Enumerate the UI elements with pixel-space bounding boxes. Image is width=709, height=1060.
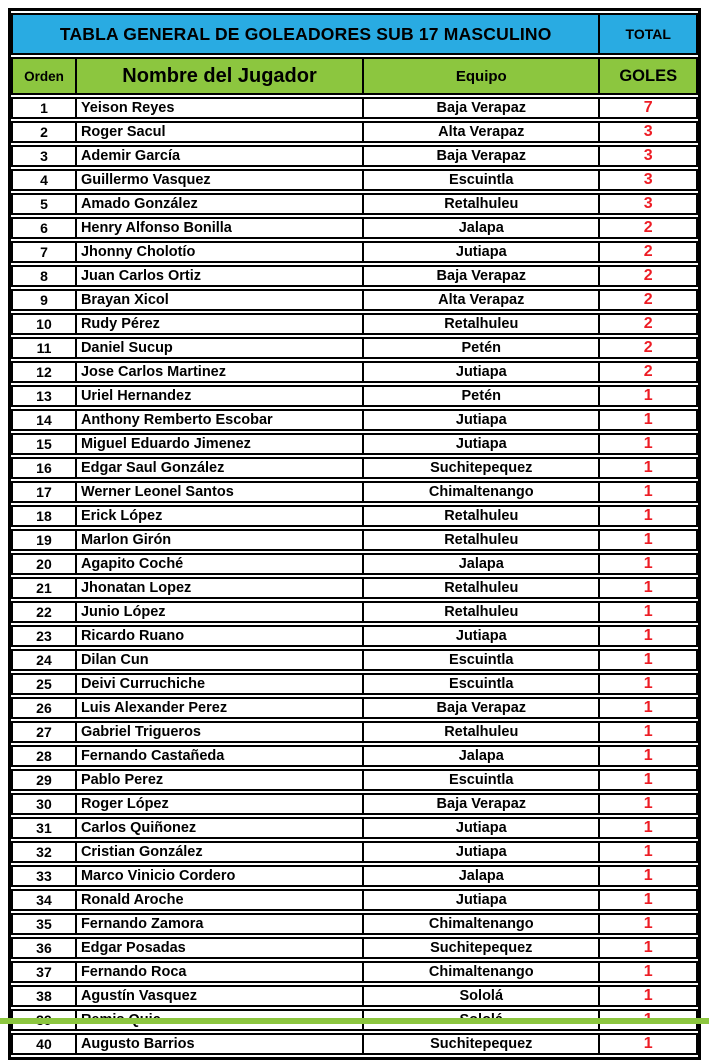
- player-name-cell: Fernando Castañeda: [77, 745, 364, 767]
- team-cell: Suchitepequez: [364, 457, 600, 479]
- rank-cell: 6: [11, 217, 77, 239]
- table-row: [11, 409, 698, 431]
- team-cell: Jalapa: [364, 745, 600, 767]
- team-cell: Alta Verapaz: [364, 121, 600, 143]
- rank-cell: 27: [11, 721, 77, 743]
- goals-cell: 1: [600, 817, 698, 839]
- goals-cell: 1: [600, 385, 698, 407]
- table-row: [11, 673, 698, 695]
- team-cell: Chimaltenango: [364, 961, 600, 983]
- team-cell: Jutiapa: [364, 889, 600, 911]
- goals-cell: 2: [600, 313, 698, 335]
- goals-cell: 1: [600, 985, 698, 1007]
- player-name-cell: Fernando Roca: [77, 961, 364, 983]
- goals-cell: 1: [600, 697, 698, 719]
- goals-cell: 3: [600, 145, 698, 167]
- column-header-team: Equipo: [364, 57, 600, 95]
- page-title: TABLA GENERAL DE GOLEADORES SUB 17 MASCULINO: [11, 13, 600, 55]
- rank-cell: 30: [11, 793, 77, 815]
- goals-cell: 1: [600, 409, 698, 431]
- player-name-cell: Edgar Saul González: [77, 457, 364, 479]
- team-cell: Escuintla: [364, 673, 600, 695]
- rank-cell: 15: [11, 433, 77, 455]
- player-name-cell: Roger Sacul: [77, 121, 364, 143]
- table-row: [11, 913, 698, 935]
- rank-cell: 10: [11, 313, 77, 335]
- goals-cell: 1: [600, 505, 698, 527]
- team-cell: Baja Verapaz: [364, 793, 600, 815]
- player-name-cell: Amado González: [77, 193, 364, 215]
- goals-cell: 3: [600, 121, 698, 143]
- team-cell: Chimaltenango: [364, 481, 600, 503]
- player-name-cell: Cristian González: [77, 841, 364, 863]
- table-row: [11, 169, 698, 191]
- rank-cell: 1: [11, 97, 77, 119]
- goals-cell: 1: [600, 553, 698, 575]
- team-cell: Jalapa: [364, 553, 600, 575]
- player-name-cell: Erick López: [77, 505, 364, 527]
- scorers-table: [8, 8, 701, 1060]
- goals-cell: 1: [600, 865, 698, 887]
- player-name-cell: Jose Carlos Martinez: [77, 361, 364, 383]
- team-cell: Jalapa: [364, 217, 600, 239]
- player-name-cell: Marlon Girón: [77, 529, 364, 551]
- table-row: [11, 361, 698, 383]
- player-name-cell: Uriel Hernandez: [77, 385, 364, 407]
- goals-cell: 1: [600, 649, 698, 671]
- goals-cell: 1: [600, 1033, 698, 1055]
- player-name-cell: Daniel Sucup: [77, 337, 364, 359]
- player-name-cell: Juan Carlos Ortiz: [77, 265, 364, 287]
- table-row: [11, 649, 698, 671]
- rank-cell: 18: [11, 505, 77, 527]
- goals-cell: 1: [600, 457, 698, 479]
- table-row: [11, 745, 698, 767]
- goals-cell: 2: [600, 337, 698, 359]
- player-name-cell: Anthony Remberto Escobar: [77, 409, 364, 431]
- goals-cell: 1: [600, 529, 698, 551]
- player-name-cell: Roger López: [77, 793, 364, 815]
- table-row: [11, 529, 698, 551]
- team-cell: Baja Verapaz: [364, 265, 600, 287]
- team-cell: Suchitepequez: [364, 937, 600, 959]
- team-cell: Retalhuleu: [364, 577, 600, 599]
- player-name-cell: Luis Alexander Perez: [77, 697, 364, 719]
- team-cell: Retalhuleu: [364, 505, 600, 527]
- team-cell: Escuintla: [364, 649, 600, 671]
- team-cell: Jutiapa: [364, 817, 600, 839]
- player-name-cell: Pablo Perez: [77, 769, 364, 791]
- table-row: [11, 625, 698, 647]
- table-row: [11, 457, 698, 479]
- table-row: [11, 121, 698, 143]
- goals-cell: 2: [600, 265, 698, 287]
- team-cell: Jutiapa: [364, 625, 600, 647]
- goals-cell: 1: [600, 841, 698, 863]
- goals-cell: 1: [600, 913, 698, 935]
- goals-cell: 1: [600, 625, 698, 647]
- goals-cell: 2: [600, 217, 698, 239]
- player-name-cell: Jhonny Cholotío: [77, 241, 364, 263]
- rank-cell: 21: [11, 577, 77, 599]
- rank-cell: 25: [11, 673, 77, 695]
- player-name-cell: Marco Vinicio Cordero: [77, 865, 364, 887]
- table-row: [11, 1033, 698, 1055]
- player-name-cell: Agapito Coché: [77, 553, 364, 575]
- team-cell: Retalhuleu: [364, 721, 600, 743]
- rank-cell: 22: [11, 601, 77, 623]
- goals-cell: 1: [600, 769, 698, 791]
- goals-cell: 2: [600, 361, 698, 383]
- goals-cell: 1: [600, 481, 698, 503]
- player-name-cell: Guillermo Vasquez: [77, 169, 364, 191]
- player-name-cell: Werner Leonel Santos: [77, 481, 364, 503]
- rank-cell: 13: [11, 385, 77, 407]
- rank-cell: 14: [11, 409, 77, 431]
- goals-cell: 1: [600, 601, 698, 623]
- table-row: [11, 433, 698, 455]
- rank-cell: 20: [11, 553, 77, 575]
- player-name-cell: Carlos Quiñonez: [77, 817, 364, 839]
- table-row: [11, 505, 698, 527]
- goals-cell: 3: [600, 193, 698, 215]
- table-row: [11, 601, 698, 623]
- table-row: [11, 553, 698, 575]
- table-row: [11, 385, 698, 407]
- rank-cell: 11: [11, 337, 77, 359]
- player-name-cell: Deivi Curruchiche: [77, 673, 364, 695]
- table-row: [11, 481, 698, 503]
- table-row: [11, 841, 698, 863]
- rank-cell: 38: [11, 985, 77, 1007]
- player-name-cell: Ademir García: [77, 145, 364, 167]
- rank-cell: 34: [11, 889, 77, 911]
- table-row: [11, 985, 698, 1007]
- team-cell: Chimaltenango: [364, 913, 600, 935]
- rank-cell: 17: [11, 481, 77, 503]
- table-row: [11, 769, 698, 791]
- rank-cell: 19: [11, 529, 77, 551]
- player-name-cell: Rudy Pérez: [77, 313, 364, 335]
- goals-cell: 1: [600, 793, 698, 815]
- goals-cell: 2: [600, 289, 698, 311]
- goals-cell: 1: [600, 721, 698, 743]
- column-header-goals: GOLES: [600, 57, 698, 95]
- rank-cell: 12: [11, 361, 77, 383]
- player-name-cell: Edgar Posadas: [77, 937, 364, 959]
- rank-cell: 16: [11, 457, 77, 479]
- rank-cell: 5: [11, 193, 77, 215]
- table-row: [11, 241, 698, 263]
- rank-cell: 4: [11, 169, 77, 191]
- team-cell: Alta Verapaz: [364, 289, 600, 311]
- team-cell: Jutiapa: [364, 361, 600, 383]
- table-row: [11, 313, 698, 335]
- player-name-cell: Henry Alfonso Bonilla: [77, 217, 364, 239]
- rank-cell: 28: [11, 745, 77, 767]
- table-row: [11, 865, 698, 887]
- rank-cell: 36: [11, 937, 77, 959]
- team-cell: Escuintla: [364, 769, 600, 791]
- player-name-cell: Augusto Barrios: [77, 1033, 364, 1055]
- column-header-player-name: Nombre del Jugador: [77, 57, 364, 95]
- rank-cell: 2: [11, 121, 77, 143]
- team-cell: Retalhuleu: [364, 313, 600, 335]
- column-header-row: [11, 57, 698, 95]
- goals-cell: 1: [600, 937, 698, 959]
- player-name-cell: Ronald Aroche: [77, 889, 364, 911]
- goals-cell: 1: [600, 745, 698, 767]
- rank-cell: 29: [11, 769, 77, 791]
- table-row: [11, 937, 698, 959]
- goals-cell: 1: [600, 577, 698, 599]
- rank-cell: 8: [11, 265, 77, 287]
- team-cell: Petén: [364, 385, 600, 407]
- table-row: [11, 289, 698, 311]
- player-name-cell: Junio López: [77, 601, 364, 623]
- rank-cell: 35: [11, 913, 77, 935]
- title-row: [11, 13, 698, 55]
- table-row: [11, 817, 698, 839]
- rank-cell: 7: [11, 241, 77, 263]
- rank-cell: 26: [11, 697, 77, 719]
- goals-cell: 1: [600, 433, 698, 455]
- table-row: [11, 577, 698, 599]
- player-name-cell: Yeison Reyes: [77, 97, 364, 119]
- rank-cell: 3: [11, 145, 77, 167]
- rank-cell: 24: [11, 649, 77, 671]
- rank-cell: 33: [11, 865, 77, 887]
- rank-cell: 23: [11, 625, 77, 647]
- team-cell: Suchitepequez: [364, 1033, 600, 1055]
- team-cell: Retalhuleu: [364, 193, 600, 215]
- player-name-cell: Miguel Eduardo Jimenez: [77, 433, 364, 455]
- table-row: [11, 145, 698, 167]
- goals-cell: 2: [600, 241, 698, 263]
- player-name-cell: Dilan Cun: [77, 649, 364, 671]
- team-cell: Retalhuleu: [364, 529, 600, 551]
- goals-cell: 1: [600, 961, 698, 983]
- team-cell: Baja Verapaz: [364, 697, 600, 719]
- team-cell: Jutiapa: [364, 409, 600, 431]
- rank-cell: 9: [11, 289, 77, 311]
- team-cell: Petén: [364, 337, 600, 359]
- table-row: [11, 793, 698, 815]
- team-cell: Retalhuleu: [364, 601, 600, 623]
- table-row: [11, 721, 698, 743]
- table-row: [11, 697, 698, 719]
- player-name-cell: Brayan Xicol: [77, 289, 364, 311]
- table-row: [11, 961, 698, 983]
- table-row: [11, 265, 698, 287]
- player-name-cell: Fernando Zamora: [77, 913, 364, 935]
- table-row: [11, 193, 698, 215]
- team-cell: Sololá: [364, 985, 600, 1007]
- total-header: TOTAL: [600, 13, 698, 55]
- rank-cell: 40: [11, 1033, 77, 1055]
- team-cell: Jutiapa: [364, 433, 600, 455]
- goals-cell: 7: [600, 97, 698, 119]
- goals-cell: 1: [600, 889, 698, 911]
- rank-cell: 37: [11, 961, 77, 983]
- rank-cell: 31: [11, 817, 77, 839]
- team-cell: Jutiapa: [364, 241, 600, 263]
- player-name-cell: Ricardo Ruano: [77, 625, 364, 647]
- team-cell: Escuintla: [364, 169, 600, 191]
- scorers-body: [11, 97, 698, 1055]
- column-header-orden: Orden: [11, 57, 77, 95]
- player-name-cell: Jhonatan Lopez: [77, 577, 364, 599]
- team-cell: Jutiapa: [364, 841, 600, 863]
- team-cell: Jalapa: [364, 865, 600, 887]
- goals-cell: 1: [600, 673, 698, 695]
- table-row: [11, 217, 698, 239]
- player-name-cell: Agustín Vasquez: [77, 985, 364, 1007]
- table-row: [11, 337, 698, 359]
- team-cell: Baja Verapaz: [364, 145, 600, 167]
- team-cell: Baja Verapaz: [364, 97, 600, 119]
- player-name-cell: Gabriel Trigueros: [77, 721, 364, 743]
- table-row: [11, 889, 698, 911]
- rank-cell: 32: [11, 841, 77, 863]
- bottom-green-strip: [0, 1018, 709, 1024]
- table-row: [11, 97, 698, 119]
- goals-cell: 3: [600, 169, 698, 191]
